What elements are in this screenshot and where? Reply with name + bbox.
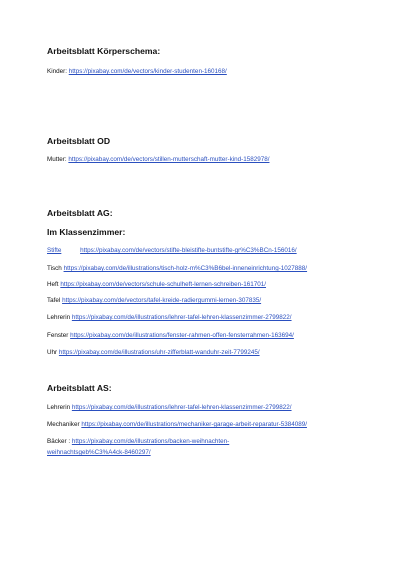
list-item xyxy=(47,404,292,411)
entry-label: Mechaniker xyxy=(47,421,80,428)
entry-link[interactable]: https://pixabay.com/de/vectors/tafel-kreide-radiergummi-lernen-307835/ xyxy=(62,297,262,304)
list-item xyxy=(47,68,227,75)
entry-label-link[interactable]: Stifte xyxy=(47,247,62,254)
entry-link[interactable]: https://pixabay.com/de/vectors/kinder-studenten-160168/ xyxy=(68,68,227,75)
section-heading: Arbeitsblatt AG: xyxy=(47,208,113,218)
entry-label: Bäcker : xyxy=(47,438,71,445)
section-heading: Arbeitsblatt OD xyxy=(47,136,111,146)
entry-link[interactable]: https://pixabay.com/de/vectors/stifte-bleistifte-buntstifte-gr%C3%BCn-156016/ xyxy=(80,247,297,254)
entry-link[interactable]: https://pixabay.com/de/illustrations/lehrer-tafel-lehren-klassenzimmer-2799822/ xyxy=(71,314,292,321)
entry-label: Mutter: xyxy=(47,156,67,163)
list-item xyxy=(47,156,269,163)
entry-label: Fenster xyxy=(47,332,69,339)
entry-label: Heft xyxy=(47,281,59,288)
entry-link[interactable]: https://pixabay.com/de/illustrations/fenster-rahmen-offen-fensterrahmen-163694/ xyxy=(70,332,294,339)
entry-link-continuation[interactable]: weihnachtsgeb%C3%A4ck-8460297/ xyxy=(47,449,151,456)
list-item xyxy=(47,247,297,254)
entry-link[interactable]: https://pixabay.com/de/vectors/stillen-mutterschaft-mutter-kind-1582978/ xyxy=(68,156,270,163)
list-item xyxy=(47,265,307,272)
list-item xyxy=(47,349,260,356)
entry-label: Tisch xyxy=(47,265,62,272)
entry-label: Lehrerin xyxy=(47,314,71,321)
entry-link[interactable]: https://pixabay.com/de/illustrations/tisch-holz-m%C3%B6bel-inneneinrichtung-1027888/ xyxy=(63,265,308,272)
section-subheading: Im Klassenzimmer: xyxy=(47,227,126,237)
list-item xyxy=(47,297,261,304)
section-heading: Arbeitsblatt Körperschema: xyxy=(47,46,161,56)
entry-link[interactable]: https://pixabay.com/de/illustrations/mechaniker-garage-arbeit-reparatur-5384089/ xyxy=(81,421,307,428)
entry-link[interactable]: https://pixabay.com/de/vectors/schule-schulheft-lernen-schreiben-161701/ xyxy=(60,281,267,288)
list-item-continuation xyxy=(47,449,151,456)
entry-link[interactable]: https://pixabay.com/de/illustrations/lehrer-tafel-lehren-klassenzimmer-2799822/ xyxy=(71,404,292,411)
entry-label: Uhr xyxy=(47,349,58,356)
entry-label: Tafel xyxy=(47,297,61,304)
list-item xyxy=(47,281,266,288)
entry-label: Kinder: xyxy=(47,68,67,75)
entry-label: Lehrerin xyxy=(47,404,71,411)
list-item xyxy=(47,421,307,428)
list-item xyxy=(47,314,292,321)
entry-link[interactable]: https://pixabay.com/de/illustrations/backen-weihnachten- xyxy=(71,438,230,445)
list-item xyxy=(47,332,294,339)
section-heading: Arbeitsblatt AS: xyxy=(47,383,112,393)
entry-link[interactable]: https://pixabay.com/de/illustrations/uhr-zifferblatt-wanduhr-zeit-7799245/ xyxy=(58,349,260,356)
list-item xyxy=(47,438,229,445)
